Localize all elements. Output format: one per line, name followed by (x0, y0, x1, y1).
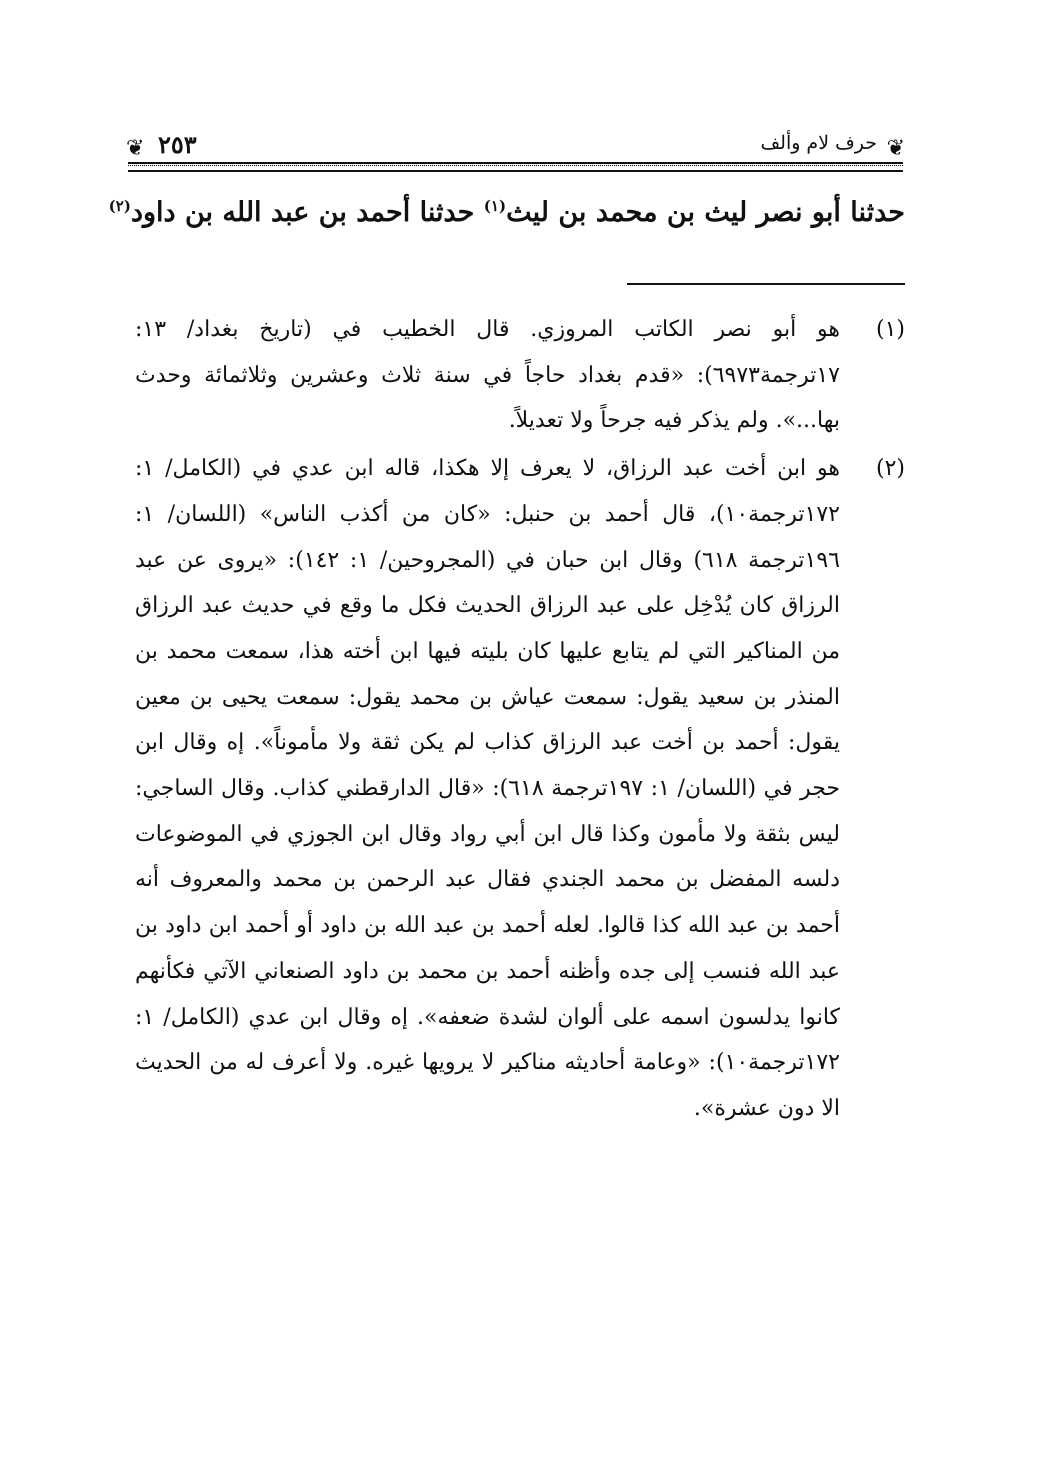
main-text-part1: حدثنا أبو نصر ليث بن محمد بن ليث (506, 197, 905, 228)
footnote-number: (١) (875, 317, 905, 342)
page-number: ٢٥٣ (158, 130, 197, 159)
main-text-part2: حدثنا أحمد بن عبد الله بن داود (130, 197, 484, 228)
footnote-ref-1[interactable]: (١) (483, 197, 507, 215)
footnote-ref-2[interactable]: (٢) (108, 197, 131, 215)
page-header (128, 128, 903, 174)
header-rule (128, 162, 903, 172)
footnote-2 (135, 446, 905, 1132)
main-text (108, 188, 905, 238)
footnote-1 (135, 307, 905, 444)
footnote-text: هو ابن أخت عبد الرزاق، لا يعرف إلا هكذا، قاله ابن عدي في (الكامل/ ١: ١٧٢ترجمة١٠)، قال أحمد بن حنبل: «كان من أكذب الناس» (اللسان/ ١: ١٩٦ترجمة ٦١٨) وقال ابن حبان في (المجروحين/ ١: ١٤٢): «يروى عن عبد الرزاق كان يُدْخِل على عبد الرزاق الحديث فكل ما وقع في حديث عبد الرزاق من المناكير التي لم يتابع عليها كان بليته فيها ابن أخته هذا، سمعت محمد بن المنذر بن سعيد يقول: سمعت عياش بن محمد يقول: سمعت يحيى بن معين يقول: أحمد بن أخت عبد الرزاق كذاب لم يكن ثقة ولا مأموناً». إه وقال ابن حجر في (اللسان/ ١: ١٩٧ترجمة ٦١٨): «قال الدارقطني كذاب. وقال الساجي: ليس بثقة ولا مأمون وكذا قال ابن أبي رواد وقال ابن الجوزي في الموضوعات دلسه المفضل بن محمد الجندي فقال عبد الرحمن بن محمد والمعروف أنه أحمد بن عبد الله كذا قالوا. لعله أحمد بن عبد الله بن داود أو أحمد ابن داود بن عبد الله فنسب إلى جده وأظنه أحمد بن محمد بن داود الصنعاني الآتي فكأنهم كانوا يدلسون اسمه على ألوان لشدة ضعفه». إه وقال ابن عدي (الكامل/ ١: ١٧٢ترجمة١٠): «وعامة أحاديثه مناكير لا يرويها غيره. ولا أعرف له من الحديث الا دون عشرة». (135, 456, 841, 1121)
footnote-text: هو أبو نصر الكاتب المروزي. قال الخطيب في (تاريخ بغداد/ ١٣: ١٧ترجمة٦٩٧٣): «قدم بغداد حاجاً في سنة ثلاث وعشرين وثلاثمائة وحدث بها...». ولم يذكر فيه جرحاً ولا تعديلاً. (135, 317, 840, 434)
ornament-left-icon: ❦ (126, 136, 145, 161)
ornament-right-icon: ❦ (886, 136, 905, 161)
footnotes (135, 307, 905, 1132)
footnote-number: (٢) (875, 456, 905, 482)
running-title: حرف لام وألف (760, 132, 877, 154)
footnote-separator (627, 283, 905, 285)
